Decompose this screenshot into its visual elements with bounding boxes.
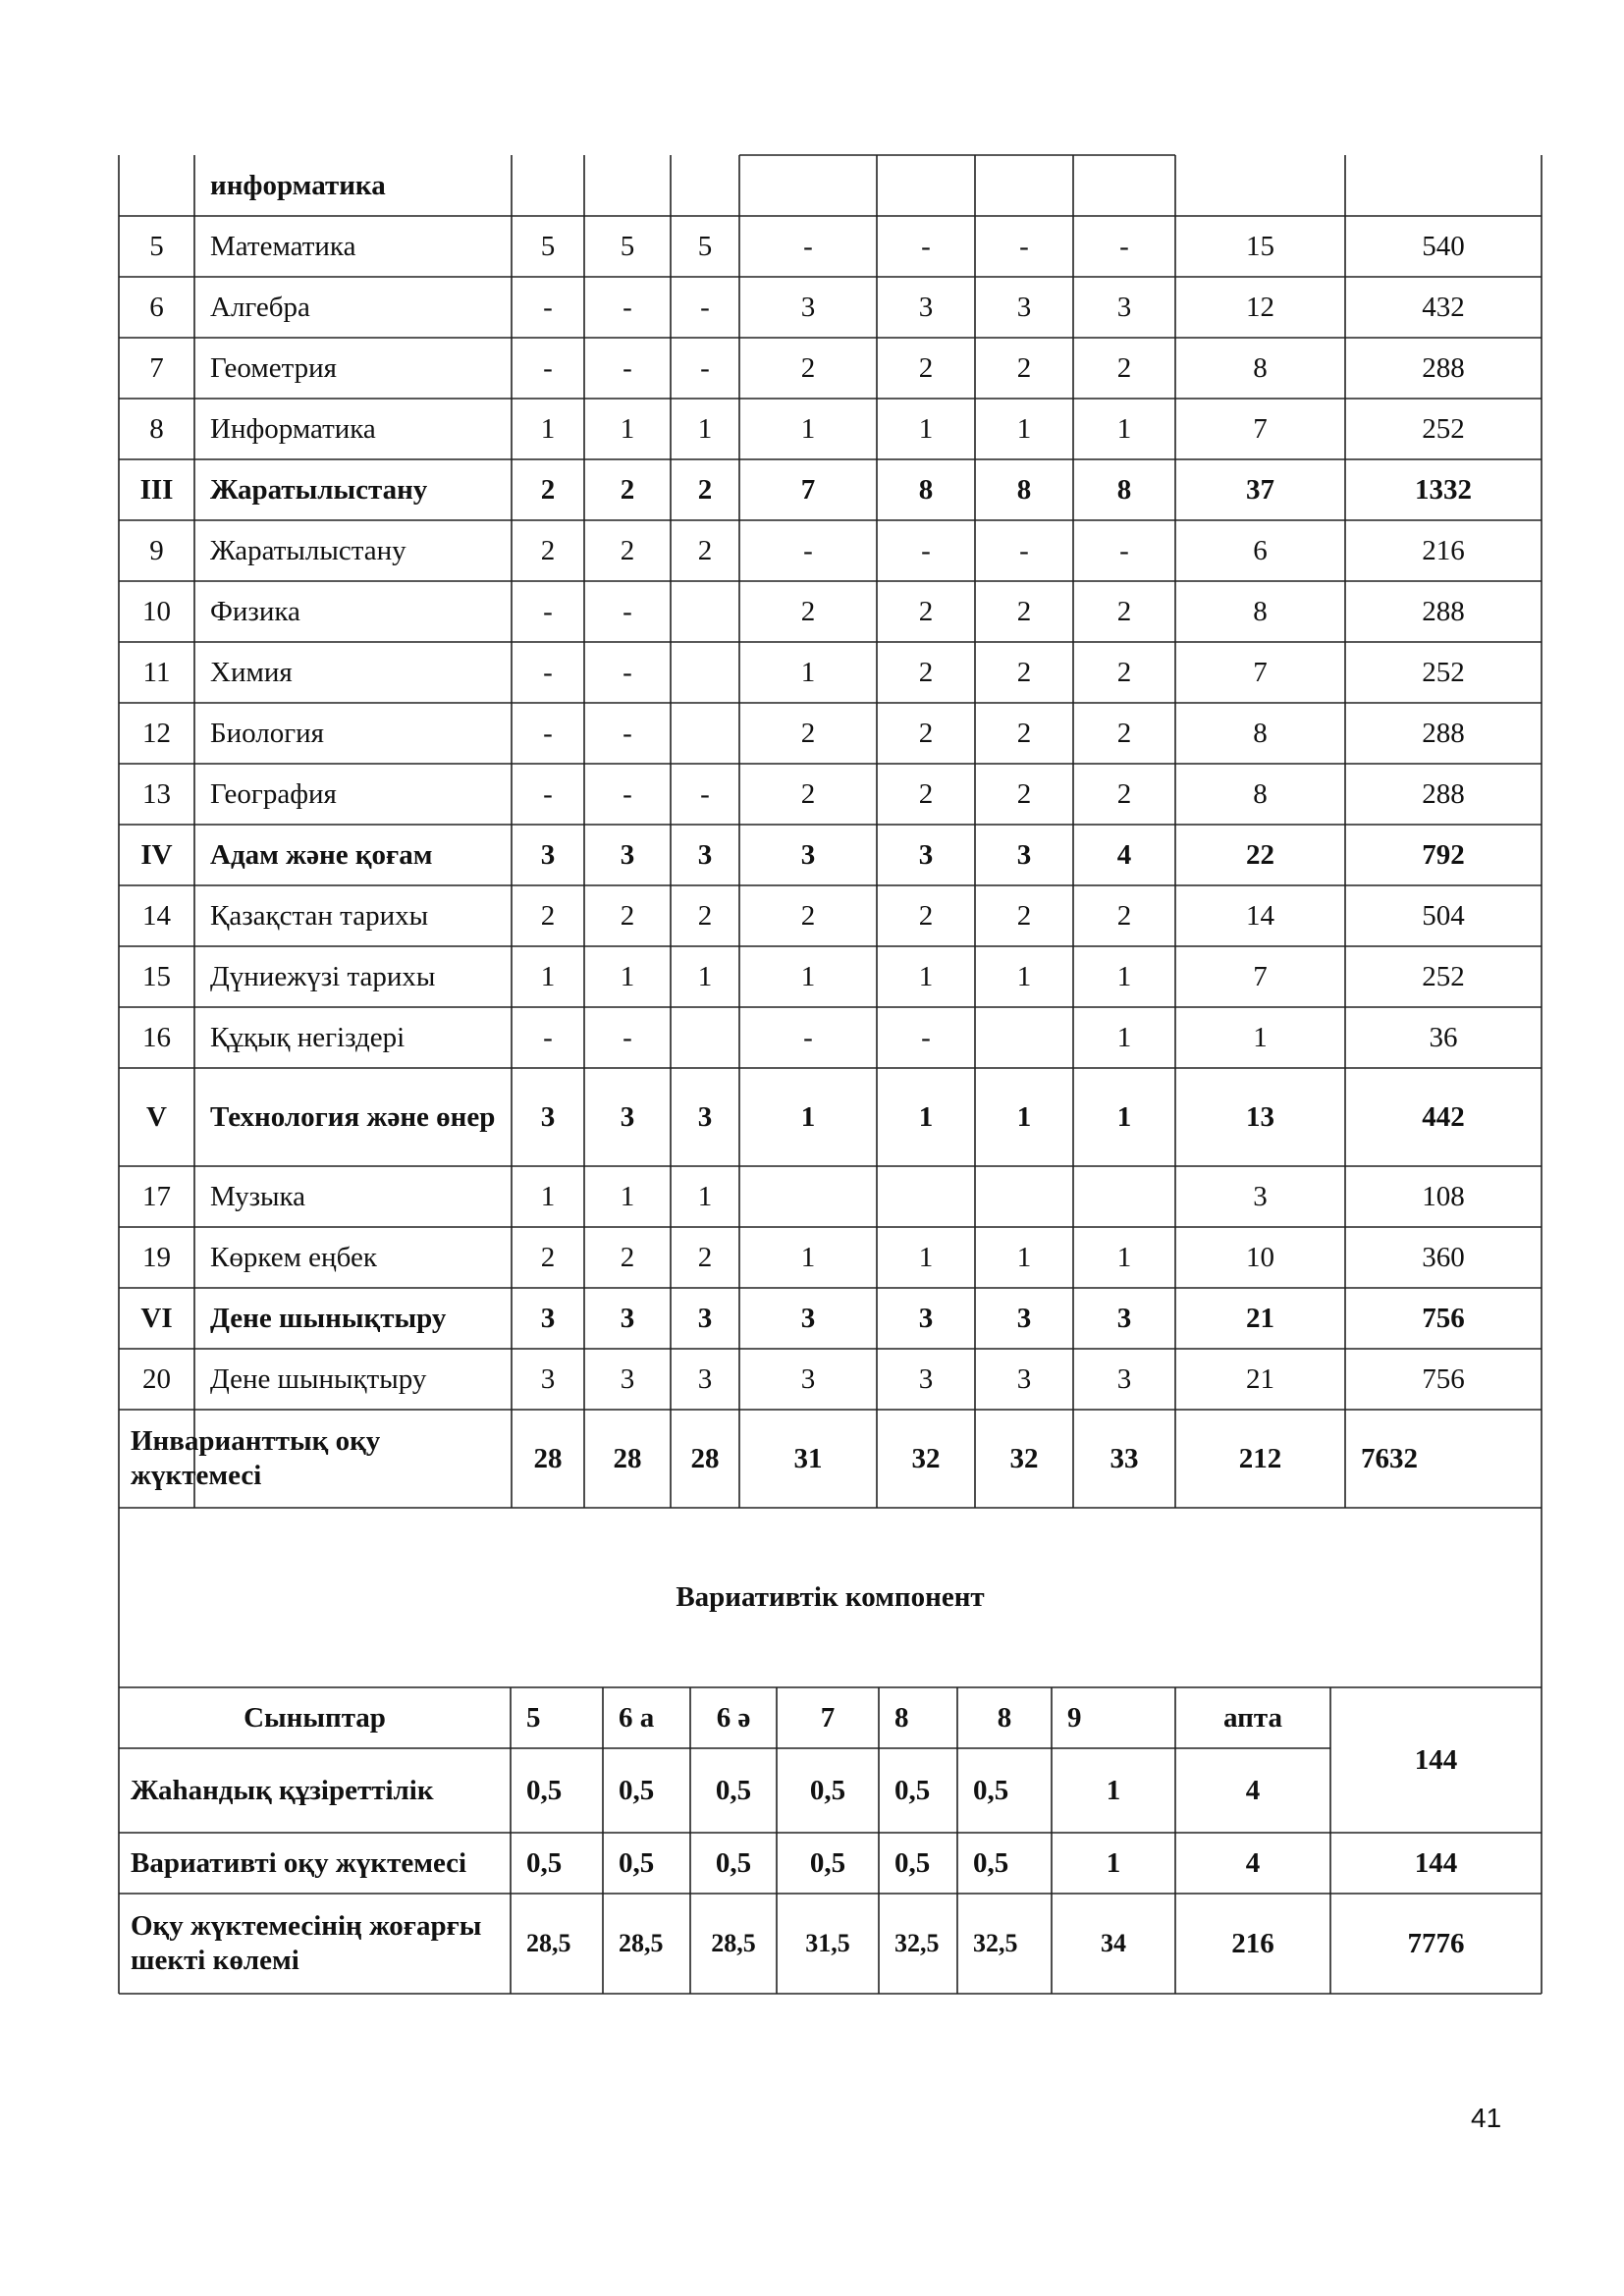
hours-cell: 2 (540, 534, 556, 566)
global-competence-cell: 4 (1245, 1774, 1261, 1806)
hours-cell: 2 (540, 473, 556, 506)
hours-cell: 7 (1253, 412, 1268, 445)
row-number: 12 (142, 717, 171, 749)
subject-name: Технология және өнер (210, 1100, 496, 1133)
subject-name: Физика (210, 595, 300, 627)
hours-cell: 288 (1422, 351, 1465, 384)
subject-name: Математика (210, 230, 356, 262)
variative-load-cell: 0,5 (715, 1846, 752, 1879)
hours-cell: 21 (1246, 1302, 1274, 1334)
hours-cell: - (543, 351, 553, 384)
hours-cell (1073, 1166, 1175, 1227)
hours-cell: - (700, 351, 710, 384)
hours-cell (877, 155, 975, 216)
hours-cell: 288 (1422, 595, 1465, 627)
hours-cell: 1 (1016, 412, 1032, 445)
hours-cell: - (623, 717, 632, 749)
page-number: 41 (1471, 2103, 1502, 2133)
hours-cell: 1 (697, 1180, 713, 1212)
subject-name: Көркем еңбек (210, 1241, 377, 1273)
hours-cell: 5 (620, 230, 635, 262)
hours-cell: 1 (620, 1180, 635, 1212)
hours-cell: 2 (918, 777, 934, 810)
hours-cell (975, 155, 1073, 216)
hours-cell: 37 (1246, 473, 1274, 506)
hours-cell: 1 (1116, 1021, 1132, 1053)
hours-cell: 504 (1422, 899, 1465, 932)
invariant-total-cell: 32 (1009, 1442, 1039, 1474)
hours-cell (671, 1007, 739, 1068)
hours-cell: 252 (1422, 656, 1465, 688)
hours-cell: - (543, 777, 553, 810)
hours-cell (1345, 155, 1542, 216)
hours-cell: 288 (1422, 717, 1465, 749)
grade-header-cell: апта (1223, 1701, 1282, 1734)
variative-load-cell: 1 (1106, 1846, 1121, 1879)
hours-cell: 3 (918, 291, 934, 323)
hours-cell: 1 (918, 1100, 934, 1133)
hours-cell: 8 (1016, 473, 1032, 506)
hours-cell (1175, 155, 1345, 216)
hours-cell: 1 (1016, 960, 1032, 992)
hours-cell: 3 (620, 838, 635, 871)
hours-cell: 8 (1116, 473, 1132, 506)
hours-cell: - (700, 291, 710, 323)
hours-cell: 1 (620, 412, 635, 445)
hours-cell: 3 (697, 838, 713, 871)
hours-cell: 3 (697, 1362, 713, 1395)
subject-name: Қазақстан тарихы (210, 899, 429, 932)
hours-cell: 1 (1116, 1100, 1132, 1133)
global-competence-cell: 0,5 (619, 1774, 655, 1806)
hours-cell: - (921, 230, 931, 262)
row-number: 15 (142, 960, 171, 992)
hours-cell (739, 155, 877, 216)
hours-cell: 756 (1422, 1302, 1465, 1334)
hours-cell: 3 (1116, 291, 1132, 323)
hours-cell (584, 155, 671, 216)
row-number: 20 (142, 1362, 171, 1395)
hours-cell: 2 (1116, 595, 1132, 627)
hours-cell: - (921, 1021, 931, 1053)
hours-cell: 2 (800, 717, 816, 749)
hours-cell: 3 (620, 1100, 635, 1133)
hours-cell: 3 (1016, 1362, 1032, 1395)
hours-cell: - (623, 656, 632, 688)
hours-cell: 2 (697, 473, 713, 506)
hours-cell: 108 (1422, 1180, 1465, 1212)
hours-cell (975, 1007, 1073, 1068)
subject-name: Жаратылыстану (210, 534, 406, 566)
hours-cell: 3 (1016, 291, 1032, 323)
subject-name: Алгебра (210, 291, 310, 323)
hours-cell: 8 (1253, 351, 1268, 384)
subject-name: Адам және қоғам (210, 838, 433, 871)
hours-cell: 2 (540, 1241, 556, 1273)
hours-cell: 1 (1116, 412, 1132, 445)
row-number: 14 (142, 899, 171, 932)
hours-cell: 8 (1253, 595, 1268, 627)
hours-cell: - (543, 656, 553, 688)
hours-cell: 8 (1253, 777, 1268, 810)
hours-cell: 1 (800, 1241, 816, 1273)
hours-cell: 3 (1016, 1302, 1032, 1334)
hours-cell: 756 (1422, 1362, 1465, 1395)
hours-cell: - (623, 777, 632, 810)
hours-cell: - (700, 777, 710, 810)
grade-header-cell: 5 (526, 1701, 541, 1734)
hours-cell: 3 (540, 1302, 556, 1334)
invariant-total-cell: 31 (793, 1442, 823, 1474)
variative-load-cell: 4 (1245, 1846, 1261, 1879)
max-load-cell: 28,5 (711, 1929, 756, 1958)
hours-cell: 252 (1422, 960, 1465, 992)
row-number: V (146, 1100, 167, 1133)
hours-cell: 1 (1016, 1100, 1032, 1133)
subject-name: Құқық негіздері (210, 1021, 406, 1053)
hours-cell: 3 (918, 1302, 934, 1334)
max-load-cell: 32,5 (973, 1929, 1018, 1958)
variative-load-cell: 0,5 (809, 1846, 846, 1879)
hours-cell: 2 (1016, 899, 1032, 932)
grade-header-cell: 8 (997, 1701, 1012, 1734)
variative-load-cell: 0,5 (973, 1846, 1009, 1879)
hours-cell: 3 (918, 838, 934, 871)
subject-name: Музыка (210, 1180, 306, 1212)
hours-cell: 3 (540, 838, 556, 871)
hours-cell: - (803, 230, 813, 262)
max-load-label: Оқу жүктемесінің жоғарғы шекті көлемі (131, 1910, 482, 1976)
hours-cell: 2 (918, 595, 934, 627)
grade-header-cell: 6 ә (716, 1701, 751, 1734)
row-number: IV (140, 838, 173, 871)
hours-cell: 3 (800, 1362, 816, 1395)
year-total-merged-cell: 144 (1414, 1743, 1458, 1776)
hours-cell: 2 (620, 473, 635, 506)
subject-name: Жаратылыстану (210, 473, 428, 506)
hours-cell: 22 (1246, 838, 1274, 871)
hours-cell: 3 (800, 291, 816, 323)
hours-cell: - (623, 595, 632, 627)
hours-cell: 21 (1246, 1362, 1274, 1395)
hours-cell: 1 (800, 960, 816, 992)
global-competence-cell: 1 (1106, 1774, 1121, 1806)
hours-cell: 1 (620, 960, 635, 992)
grade-header-cell: 8 (894, 1701, 909, 1734)
hours-cell (1073, 155, 1175, 216)
subject-name: Химия (210, 656, 293, 688)
hours-cell: 8 (1253, 717, 1268, 749)
subject-name: Дүниежүзі тарихы (210, 960, 436, 992)
hours-cell: - (623, 291, 632, 323)
subject-name: информатика (210, 169, 386, 201)
subject-name: Информатика (210, 412, 376, 445)
invariant-total-cell: 28 (690, 1442, 720, 1474)
subject-name: Геометрия (210, 351, 337, 384)
hours-cell: - (1019, 230, 1029, 262)
hours-cell: - (1119, 534, 1129, 566)
hours-cell: 7 (800, 473, 816, 506)
grade-header-cell: 7 (820, 1701, 836, 1734)
hours-cell: 1 (1116, 1241, 1132, 1273)
hours-cell: 2 (1116, 899, 1132, 932)
hours-cell: 3 (1116, 1302, 1132, 1334)
hours-cell: 216 (1422, 534, 1465, 566)
hours-cell: 1 (540, 1180, 556, 1212)
global-competence-cell: 0,5 (715, 1774, 752, 1806)
hours-cell: - (543, 595, 553, 627)
row-number: 7 (149, 351, 164, 384)
grade-header-cell: 6 а (619, 1701, 655, 1734)
hours-cell: 14 (1246, 899, 1274, 932)
row-number: 6 (149, 291, 164, 323)
hours-cell (671, 581, 739, 642)
hours-cell: - (1019, 534, 1029, 566)
hours-cell: 6 (1253, 534, 1268, 566)
hours-cell: 3 (540, 1362, 556, 1395)
hours-cell: 2 (620, 899, 635, 932)
row-number: 11 (142, 656, 171, 688)
row-number: 8 (149, 412, 164, 445)
hours-cell (739, 1166, 877, 1227)
subject-name: Дене шынықтыру (210, 1362, 427, 1395)
hours-cell: 2 (697, 534, 713, 566)
invariant-total-label: Инварианттық оқу жүктемесі (131, 1425, 381, 1491)
hours-cell: 2 (540, 899, 556, 932)
grade-header-cell: 9 (1067, 1701, 1082, 1734)
hours-cell: 2 (1016, 656, 1032, 688)
max-load-cell: 7776 (1407, 1927, 1465, 1959)
row-number: VI (140, 1302, 173, 1334)
hours-cell: 1 (800, 656, 816, 688)
hours-cell: 3 (918, 1362, 934, 1395)
hours-cell (671, 642, 739, 703)
max-load-cell: 31,5 (805, 1929, 850, 1958)
variative-load-cell: 144 (1414, 1846, 1458, 1879)
hours-cell: 2 (1116, 656, 1132, 688)
hours-cell (512, 155, 584, 216)
global-competence-cell: 0,5 (973, 1774, 1009, 1806)
hours-cell: 442 (1422, 1100, 1465, 1133)
invariant-total-cell: 7632 (1361, 1442, 1418, 1474)
row-number: 17 (142, 1180, 171, 1212)
row-number: 16 (142, 1021, 171, 1053)
hours-cell: 2 (800, 899, 816, 932)
hours-cell: 7 (1253, 656, 1268, 688)
hours-cell (877, 1166, 975, 1227)
hours-cell: 2 (800, 351, 816, 384)
hours-cell: 2 (1016, 351, 1032, 384)
hours-cell: 1 (1253, 1021, 1268, 1053)
hours-cell: 2 (1116, 717, 1132, 749)
hours-cell: 3 (1253, 1180, 1268, 1212)
max-load-cell: 32,5 (894, 1929, 940, 1958)
hours-cell: 2 (800, 595, 816, 627)
hours-cell: 8 (918, 473, 934, 506)
max-load-cell: 28,5 (619, 1929, 664, 1958)
variative-load-label: Вариативті оқу жүктемесі (131, 1846, 467, 1879)
invariant-total-cell: 33 (1110, 1442, 1139, 1474)
hours-cell: - (543, 291, 553, 323)
hours-cell: 2 (1116, 351, 1132, 384)
hours-cell: 5 (540, 230, 556, 262)
row-number (119, 155, 194, 216)
row-number: 10 (142, 595, 171, 627)
variative-component-title: Вариативтік компонент (676, 1581, 985, 1614)
max-load-cell: 34 (1101, 1929, 1126, 1958)
max-load-cell: 28,5 (526, 1929, 571, 1958)
row-number: 5 (149, 230, 164, 262)
row-number: 9 (149, 534, 164, 566)
row-number: 13 (142, 777, 171, 810)
hours-cell: 2 (620, 534, 635, 566)
subject-name: География (210, 777, 337, 810)
hours-cell: 2 (918, 899, 934, 932)
hours-cell: 13 (1246, 1100, 1274, 1133)
hours-cell: - (803, 534, 813, 566)
hours-cell: 3 (697, 1302, 713, 1334)
hours-cell: 12 (1246, 291, 1274, 323)
hours-cell: 432 (1422, 291, 1465, 323)
hours-cell: 3 (620, 1362, 635, 1395)
row-number: 19 (142, 1241, 171, 1273)
global-competence-cell: 0,5 (526, 1774, 563, 1806)
hours-cell: 3 (540, 1100, 556, 1133)
hours-cell: 1 (918, 412, 934, 445)
hours-cell: 3 (800, 1302, 816, 1334)
subject-name: Дене шынықтыру (210, 1302, 447, 1334)
global-competence-cell: 0,5 (894, 1774, 931, 1806)
invariant-total-cell: 28 (533, 1442, 563, 1474)
hours-cell (671, 155, 739, 216)
hours-cell: 792 (1422, 838, 1465, 871)
global-competence-label: Жаһандық құзіреттілік (131, 1774, 434, 1806)
hours-cell: 3 (800, 838, 816, 871)
hours-cell: 3 (1016, 838, 1032, 871)
hours-cell: 252 (1422, 412, 1465, 445)
hours-cell: 288 (1422, 777, 1465, 810)
hours-cell: 360 (1422, 1241, 1465, 1273)
subject-name: Биология (210, 717, 325, 749)
hours-cell: - (543, 717, 553, 749)
hours-cell: 1 (540, 960, 556, 992)
hours-cell (671, 703, 739, 764)
hours-cell: 2 (620, 1241, 635, 1273)
hours-cell: 2 (1016, 595, 1032, 627)
max-load-cell: 216 (1231, 1927, 1274, 1959)
row-number: III (139, 473, 174, 506)
hours-cell: 2 (1116, 777, 1132, 810)
invariant-total-cell: 212 (1238, 1442, 1282, 1474)
variative-load-cell: 0,5 (526, 1846, 563, 1879)
variative-load-cell: 0,5 (619, 1846, 655, 1879)
hours-cell: 2 (800, 777, 816, 810)
hours-cell: - (543, 1021, 553, 1053)
hours-cell: 2 (697, 899, 713, 932)
hours-cell (975, 1166, 1073, 1227)
global-competence-cell: 0,5 (809, 1774, 846, 1806)
variative-load-cell: 0,5 (894, 1846, 931, 1879)
hours-cell: - (623, 351, 632, 384)
hours-cell: 3 (1116, 1362, 1132, 1395)
hours-cell: - (803, 1021, 813, 1053)
hours-cell: 4 (1116, 838, 1132, 871)
hours-cell: 2 (1016, 717, 1032, 749)
hours-cell: 540 (1422, 230, 1465, 262)
hours-cell: 1 (800, 412, 816, 445)
hours-cell: 3 (697, 1100, 713, 1133)
hours-cell: 2 (918, 351, 934, 384)
hours-cell: 2 (918, 717, 934, 749)
hours-cell: 2 (697, 1241, 713, 1273)
hours-cell: 1 (918, 960, 934, 992)
hours-cell: 2 (1016, 777, 1032, 810)
hours-cell: 1 (540, 412, 556, 445)
hours-cell: 1 (697, 412, 713, 445)
hours-cell: 2 (918, 656, 934, 688)
hours-cell: 1 (800, 1100, 816, 1133)
hours-cell: 1 (1116, 960, 1132, 992)
invariant-total-cell: 28 (613, 1442, 642, 1474)
grades-header-label: Сыныптар (244, 1701, 386, 1734)
hours-cell: - (623, 1021, 632, 1053)
hours-cell: 7 (1253, 960, 1268, 992)
hours-cell: 5 (697, 230, 713, 262)
hours-cell: - (1119, 230, 1129, 262)
hours-cell: 36 (1429, 1021, 1458, 1053)
hours-cell: 15 (1246, 230, 1274, 262)
hours-cell: - (921, 534, 931, 566)
hours-cell: 1 (697, 960, 713, 992)
hours-cell: 3 (620, 1302, 635, 1334)
hours-cell: 1 (1016, 1241, 1032, 1273)
hours-cell: 1332 (1415, 473, 1472, 506)
invariant-total-cell: 32 (911, 1442, 941, 1474)
hours-cell: 1 (918, 1241, 934, 1273)
hours-cell: 10 (1246, 1241, 1274, 1273)
